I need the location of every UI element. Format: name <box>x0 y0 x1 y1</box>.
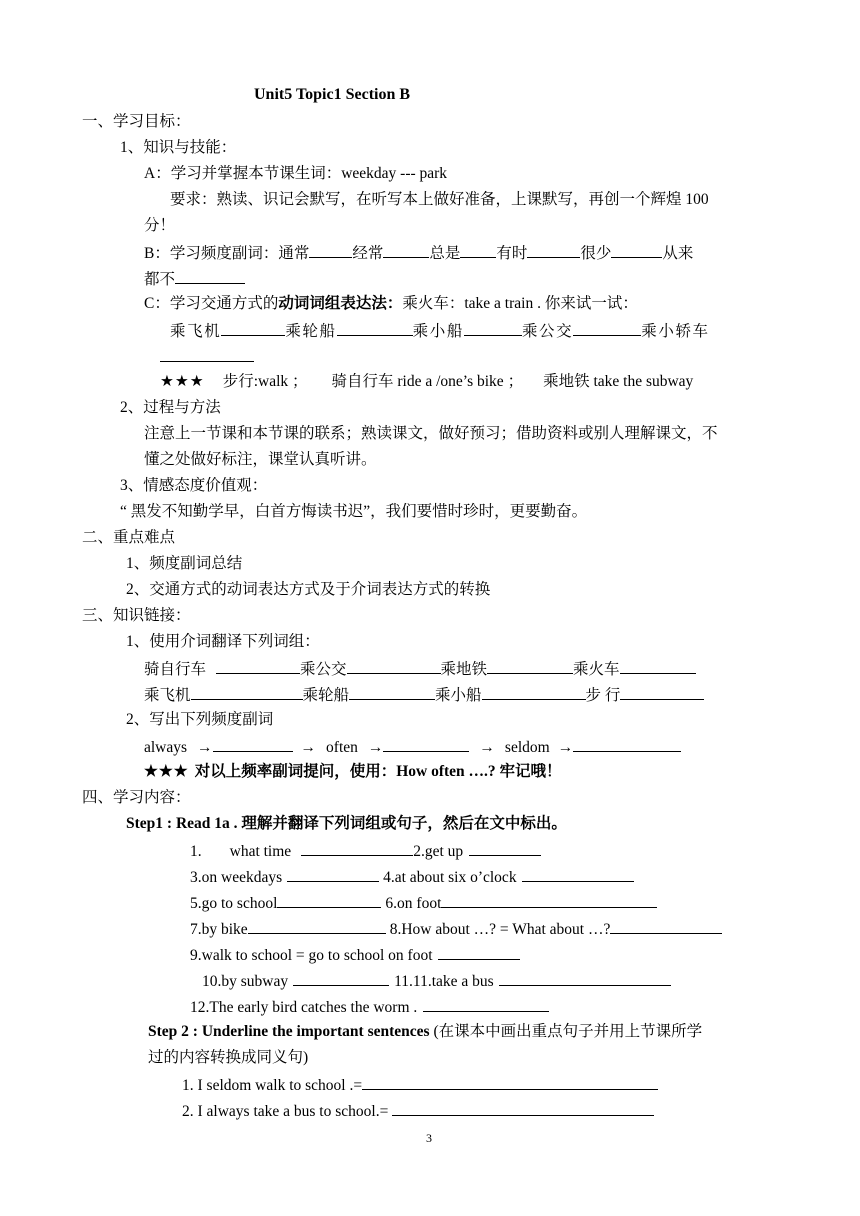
blank[interactable] <box>383 736 469 752</box>
blank[interactable] <box>383 242 429 258</box>
text: 经常 <box>352 245 384 262</box>
blank[interactable] <box>469 840 541 856</box>
paragraph-line: 注意上一节课和本节课的联系；熟读课文，做好预习；借助资料或别人理解课文，不 <box>144 425 718 442</box>
blank[interactable] <box>277 892 381 908</box>
exercise-line <box>190 918 722 940</box>
exercise-line <box>190 840 541 862</box>
blank[interactable] <box>573 320 641 336</box>
text: 对以上频率副词提问，使用：How often ….? 牢记哦！ <box>194 763 562 780</box>
section-heading: 四、学习内容： <box>82 789 191 806</box>
blank[interactable] <box>248 918 386 934</box>
step-heading: Step1 : Read 1a . 理解并翻译下列词组或句子，然后在文中标出。 <box>126 815 567 832</box>
blank[interactable] <box>460 242 496 258</box>
list-item: 1、频度副词总结 <box>126 555 243 572</box>
fill-in-line <box>144 736 681 758</box>
exercise-line <box>182 1100 654 1122</box>
bold-text: 动词词组表达法： <box>278 295 403 312</box>
text: 乘火车 <box>573 661 620 678</box>
text: 1. I seldom walk to school .= <box>182 1077 363 1094</box>
arrow-icon: → <box>367 739 384 756</box>
text: 11.11.take a bus <box>394 973 494 990</box>
text: 2.get up <box>413 843 464 860</box>
text: what time <box>229 843 292 860</box>
exercise-line <box>190 944 520 966</box>
text: 乘小船 <box>435 687 482 704</box>
paragraph-line <box>144 294 638 314</box>
subsection-heading: 1、使用介词翻译下列词组： <box>126 633 320 650</box>
text: 从来 <box>662 245 694 262</box>
blank[interactable] <box>441 892 657 908</box>
fill-in-line <box>144 242 693 264</box>
text: always <box>144 739 188 756</box>
blank[interactable] <box>216 658 300 674</box>
blank[interactable] <box>309 242 352 258</box>
blank[interactable] <box>191 684 303 700</box>
exercise-line <box>190 996 549 1018</box>
section-heading: 一、学习目标： <box>82 113 191 130</box>
paragraph-line: A：学习并掌握本节课生词：weekday --- park <box>144 165 448 182</box>
text: 2. I always take a bus to school.= <box>182 1103 389 1120</box>
exercise-line <box>190 866 634 888</box>
blank[interactable] <box>522 866 634 882</box>
text: 有时 <box>496 245 528 262</box>
exercise-line <box>190 892 657 914</box>
text: C：学习交通方式的 <box>144 295 279 312</box>
text: often <box>326 739 358 756</box>
text: 12.The early bird catches the worm . <box>190 999 418 1016</box>
text: 骑自行车 <box>144 661 207 678</box>
text: 步 行 <box>585 687 621 704</box>
blank[interactable] <box>337 320 413 336</box>
text: 乘飞机 <box>144 687 191 704</box>
exercise-line <box>202 970 671 992</box>
blank[interactable] <box>611 242 662 258</box>
step-heading <box>148 1022 702 1042</box>
arrow-icon: → <box>557 739 574 756</box>
text: 1. <box>190 843 202 860</box>
text: 6.on foot <box>385 895 442 912</box>
text: 8.How about …? = What about …? <box>389 921 611 938</box>
text: 10.by subway <box>202 973 289 990</box>
text: 7.by bike <box>190 921 248 938</box>
text: B：学习频度副词：通常 <box>144 245 310 262</box>
blank[interactable] <box>438 944 520 960</box>
blank[interactable] <box>423 996 549 1012</box>
paragraph-line: 懂之处做好标注，课堂认真听讲。 <box>144 451 377 468</box>
fill-in-line <box>144 684 704 706</box>
fill-in-line <box>170 320 710 342</box>
paragraph-line: 过的内容转换成同义句) <box>148 1049 309 1066</box>
bold-text: Step 2 : Underline the important sentences <box>148 1023 430 1040</box>
list-item: 2、交通方式的动词表达方式及于介词表达方式的转换 <box>126 581 491 598</box>
arrow-icon: → <box>197 739 213 756</box>
text: 乘地铁 take the subway <box>543 373 694 390</box>
text: 乘轮船 <box>302 687 350 704</box>
fill-in-line <box>160 346 254 368</box>
text: 很少 <box>580 245 612 262</box>
blank[interactable] <box>347 658 441 674</box>
text: 3.on weekdays <box>190 869 283 886</box>
text: (在课本中画出重点句子并用上节课所学 <box>429 1023 703 1040</box>
page-title: Unit5 Topic1 Section B <box>254 86 411 103</box>
blank[interactable] <box>527 242 580 258</box>
text: 骑自行车 ride a /one’s bike ； <box>331 373 524 390</box>
subsection-heading: 3、情感态度价值观： <box>120 477 268 494</box>
paragraph-line: “ 黑发不知勤学早，白首方悔读书迟”，我们要惜时珍时，更要勤奋。 <box>120 503 588 520</box>
blank[interactable] <box>293 970 389 986</box>
blank[interactable] <box>487 658 573 674</box>
fill-in-line <box>144 658 696 680</box>
text: 都不 <box>144 271 176 288</box>
arrow-icon: → <box>300 739 317 756</box>
text: 乘小船 <box>412 323 464 340</box>
text: 步行:walk ； <box>222 373 308 390</box>
page-number: 3 <box>426 1131 432 1145</box>
text: 乘火车：take a train . 你来试一试： <box>402 295 638 312</box>
text: 乘公交 <box>300 661 347 678</box>
text: 5.go to school <box>190 895 278 912</box>
section-heading: 二、重点难点 <box>82 529 176 546</box>
subsection-heading: 2、写出下列频度副词 <box>126 711 274 728</box>
blank[interactable] <box>464 320 522 336</box>
star-icon: ★★★ <box>160 373 205 390</box>
blank[interactable] <box>221 320 285 336</box>
blank[interactable] <box>610 918 722 934</box>
subsection-heading: 1、知识与技能： <box>120 139 237 156</box>
blank[interactable] <box>392 1100 654 1116</box>
text: 4.at about six o’clock <box>383 869 517 886</box>
star-icon: ★★★ <box>144 763 189 780</box>
blank[interactable] <box>213 736 293 752</box>
blank[interactable] <box>301 840 413 856</box>
text: 乘飞机 <box>170 323 222 340</box>
blank[interactable] <box>160 346 254 362</box>
blank[interactable] <box>499 970 671 986</box>
fill-in-line <box>144 268 245 290</box>
blank[interactable] <box>349 684 435 700</box>
blank[interactable] <box>620 684 704 700</box>
tip-line <box>144 762 562 782</box>
blank[interactable] <box>573 736 681 752</box>
text: 9.walk to school = go to school on foot <box>190 947 433 964</box>
blank[interactable] <box>620 658 696 674</box>
arrow-icon: → <box>479 739 495 756</box>
blank[interactable] <box>482 684 586 700</box>
paragraph-line: 分！ <box>144 217 176 234</box>
text: 乘公交 <box>521 323 574 340</box>
blank[interactable] <box>362 1074 658 1090</box>
text: 乘轮船 <box>285 323 337 340</box>
text: seldom <box>504 739 550 756</box>
tip-line <box>160 372 693 392</box>
paragraph-line: 要求：熟读、识记会默写，在听写本上做好准备，上课默写，再创一个辉煌 100 <box>170 191 709 208</box>
text: 总是 <box>429 245 461 262</box>
subsection-heading: 2、过程与方法 <box>120 399 221 416</box>
section-heading: 三、知识链接： <box>82 607 191 624</box>
blank[interactable] <box>175 268 245 284</box>
blank[interactable] <box>287 866 379 882</box>
exercise-line <box>182 1074 658 1096</box>
text: 乘小轿车 <box>641 323 710 340</box>
text: 乘地铁 <box>440 661 488 678</box>
